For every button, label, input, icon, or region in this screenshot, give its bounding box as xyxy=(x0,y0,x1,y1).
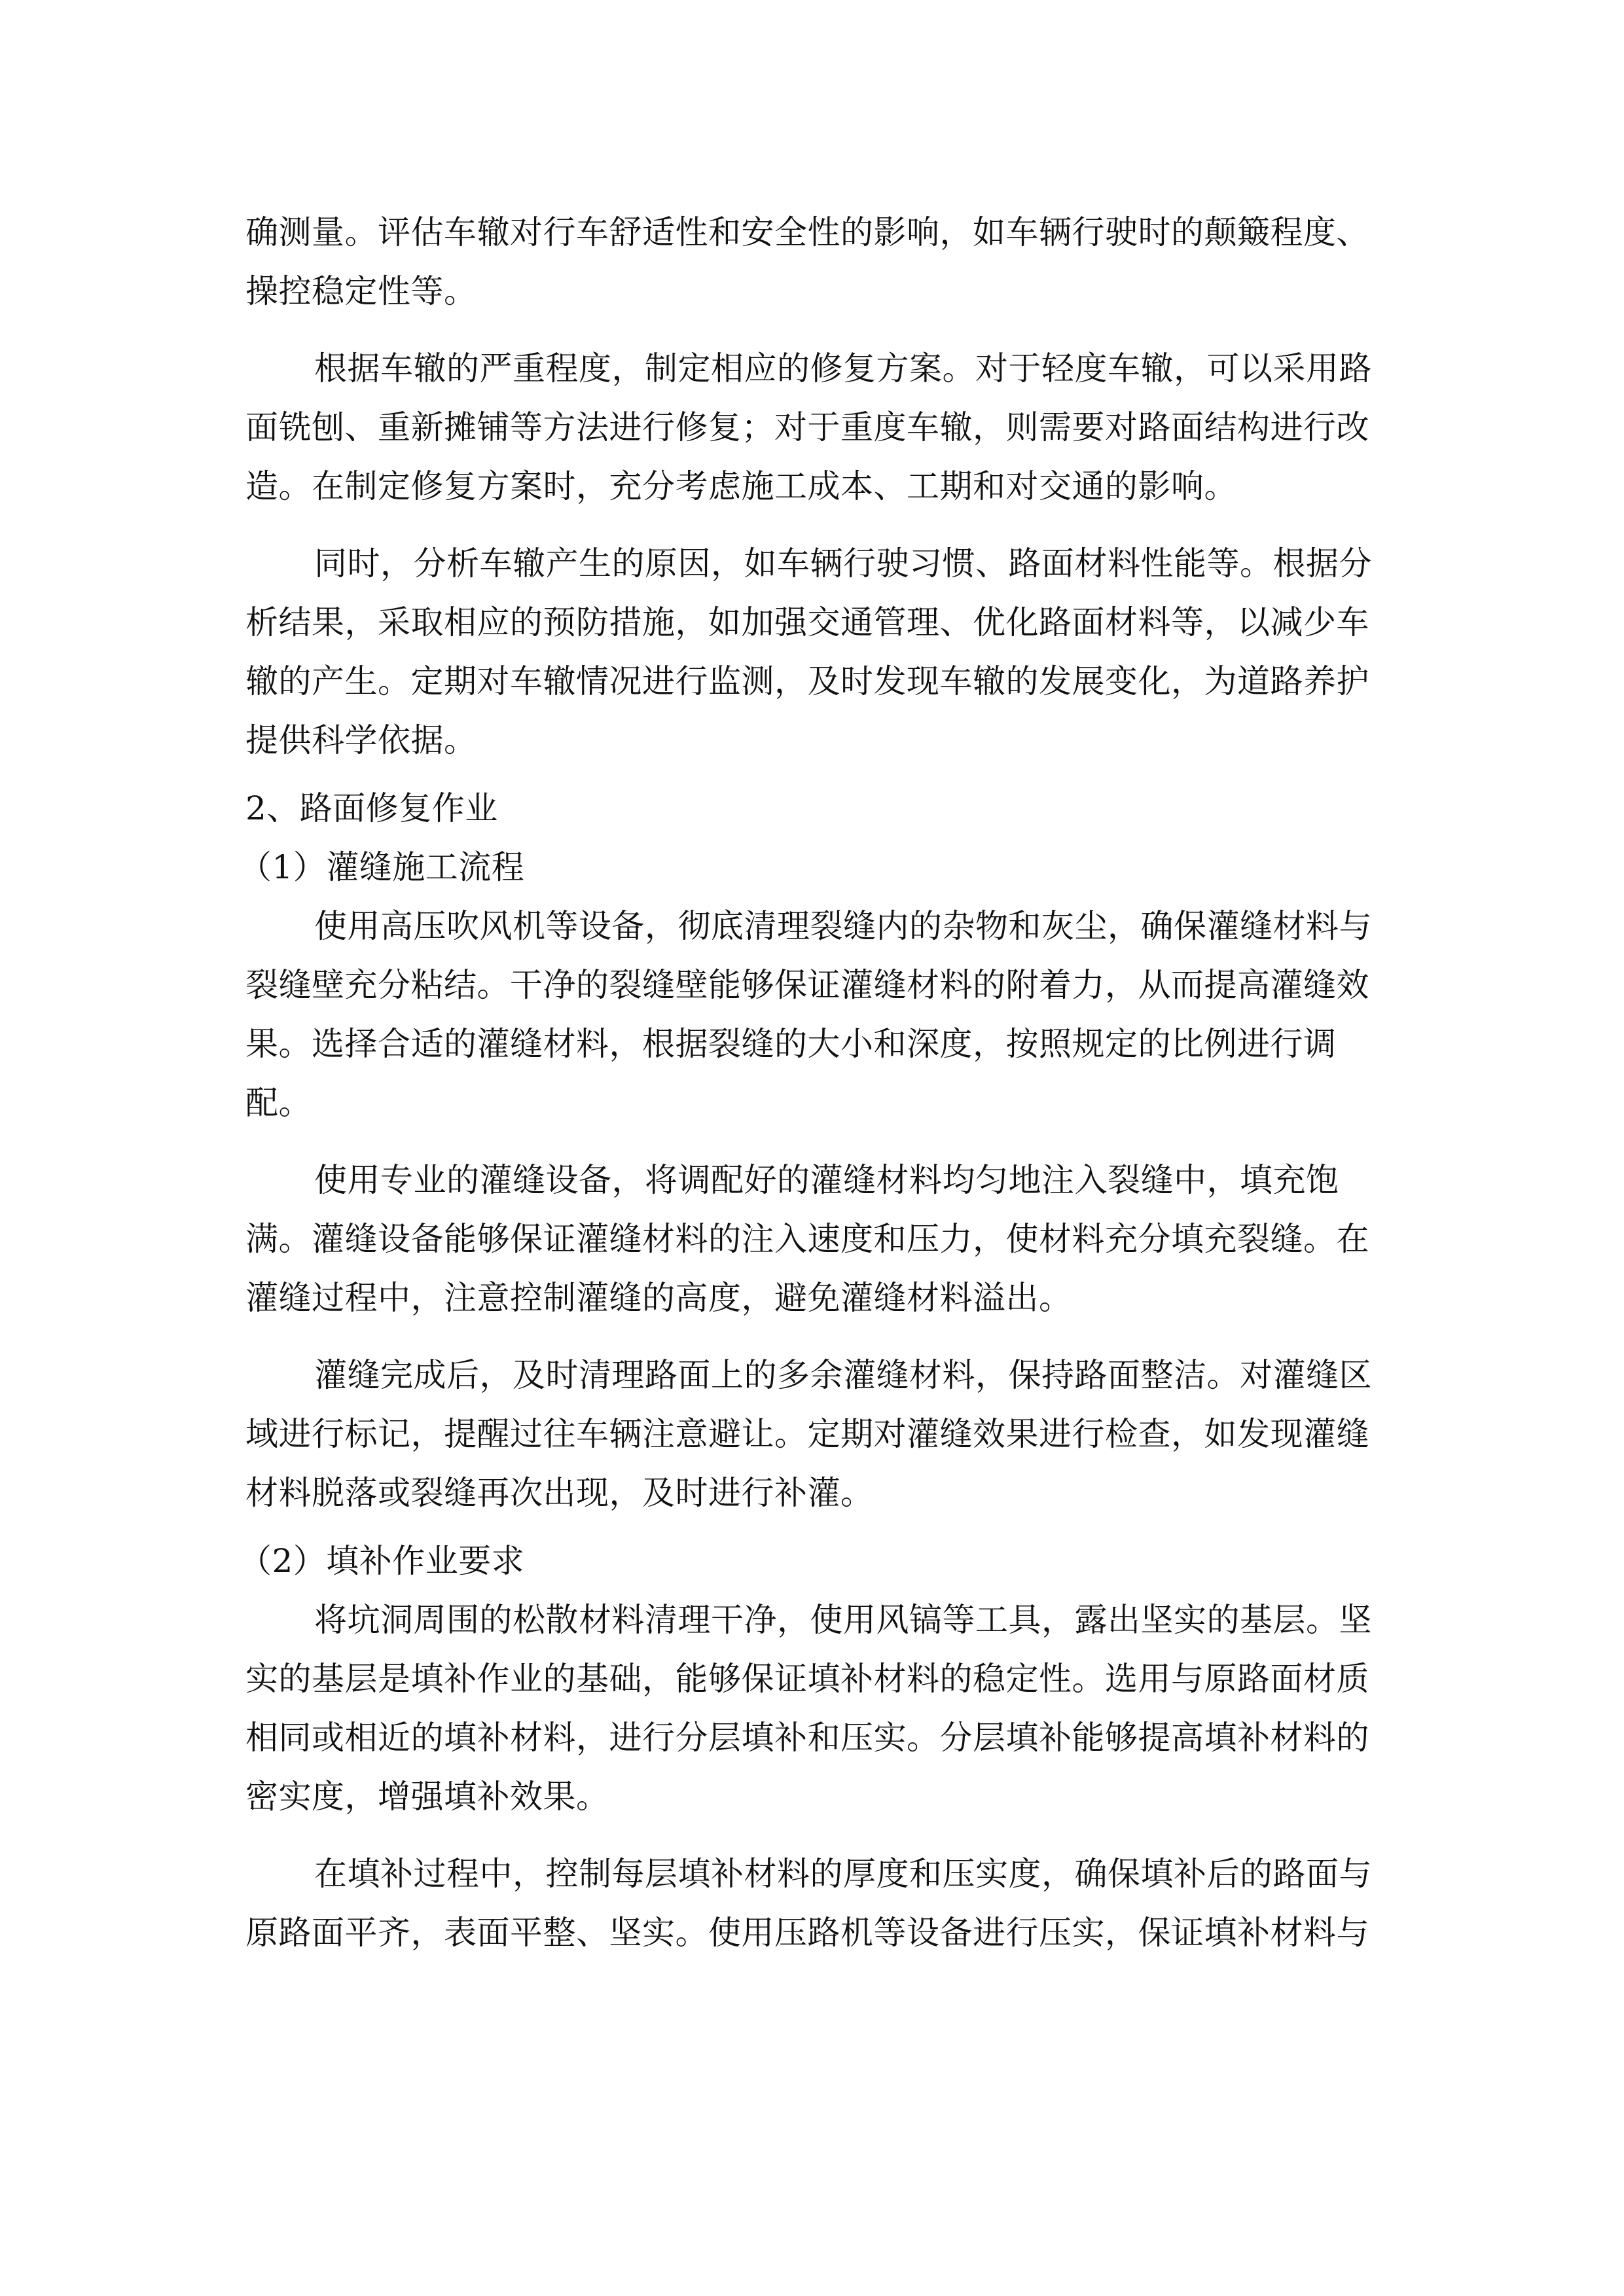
paragraph-cause-analysis: 同时，分析车辙产生的原因，如车辆行驶习惯、路面材料性能等。根据分析结果，采取相应的预防措施，如加强交通管理、优化路面材料等，以减少车辙的产生。定期对车辙情况进行监测，及时发现车辙的发展变化，为道路养护提供科学依据。 xyxy=(245,545,1372,759)
paragraph-after-sealing: 灌缝完成后，及时清理路面上的多余灌缝材料，保持路面整洁。对灌缝区域进行标记，提醒过往车辆注意避让。定期对灌缝效果进行检查，如发现灌缝材料脱落或裂缝再次出现，及时进行补灌。 xyxy=(245,1356,1372,1512)
paragraph-compaction: 在填补过程中，控制每层填补材料的厚度和压实度，确保填补后的路面与原路面平齐，表面平整、坚实。使用压路机等设备进行压实，保证填补材料与 xyxy=(245,1855,1372,1952)
paragraph-crack-filling: 使用专业的灌缝设备，将调配好的灌缝材料均匀地注入裂缝中，填充饱满。灌缝设备能够保证灌缝材料的注入速度和压力，使材料充分填充裂缝。在灌缝过程中，注意控制灌缝的高度，避免灌缝材料溢出。 xyxy=(245,1161,1369,1317)
paragraph-repair-plan: 根据车辙的严重程度，制定相应的修复方案。对于轻度车辙，可以采用路面铣刨、重新摊铺等方法进行修复；对于重度车辙，则需要对路面结构进行改造。在制定修复方案时，充分考虑施工成本、工期和对交通的影响。 xyxy=(245,350,1372,505)
paragraph-rut-measurement: 确测量。评估车辙对行车舒适性和安全性的影响，如车辆行驶时的颠簸程度、操控稳定性等。 xyxy=(245,213,1369,310)
paragraph-pothole-preparation: 将坑洞周围的松散材料清理干净，使用风镐等工具，露出坚实的基层。坚实的基层是填补作业的基础，能够保证填补材料的稳定性。选用与原路面材质相同或相近的填补材料，进行分层填补和压实。分层填补能够提高填补材料的密实度，增强填补效果。 xyxy=(245,1601,1372,1816)
subheading-crack-sealing: （1）灌缝施工流程 xyxy=(239,848,525,886)
paragraph-crack-cleaning: 使用高压吹风机等设备，彻底清理裂缝内的杂物和灰尘，确保灌缝材料与裂缝壁充分粘结。干净的裂缝壁能够保证灌缝材料的附着力，从而提高灌缝效果。选择合适的灌缝材料，根据裂缝的大小和深度，按照规定的比例进行调配。 xyxy=(245,907,1372,1122)
section-heading-pavement-repair: 2、路面修复作业 xyxy=(245,789,498,827)
document-page xyxy=(239,203,1378,1981)
subheading-patching: （2）填补作业要求 xyxy=(239,1542,525,1580)
